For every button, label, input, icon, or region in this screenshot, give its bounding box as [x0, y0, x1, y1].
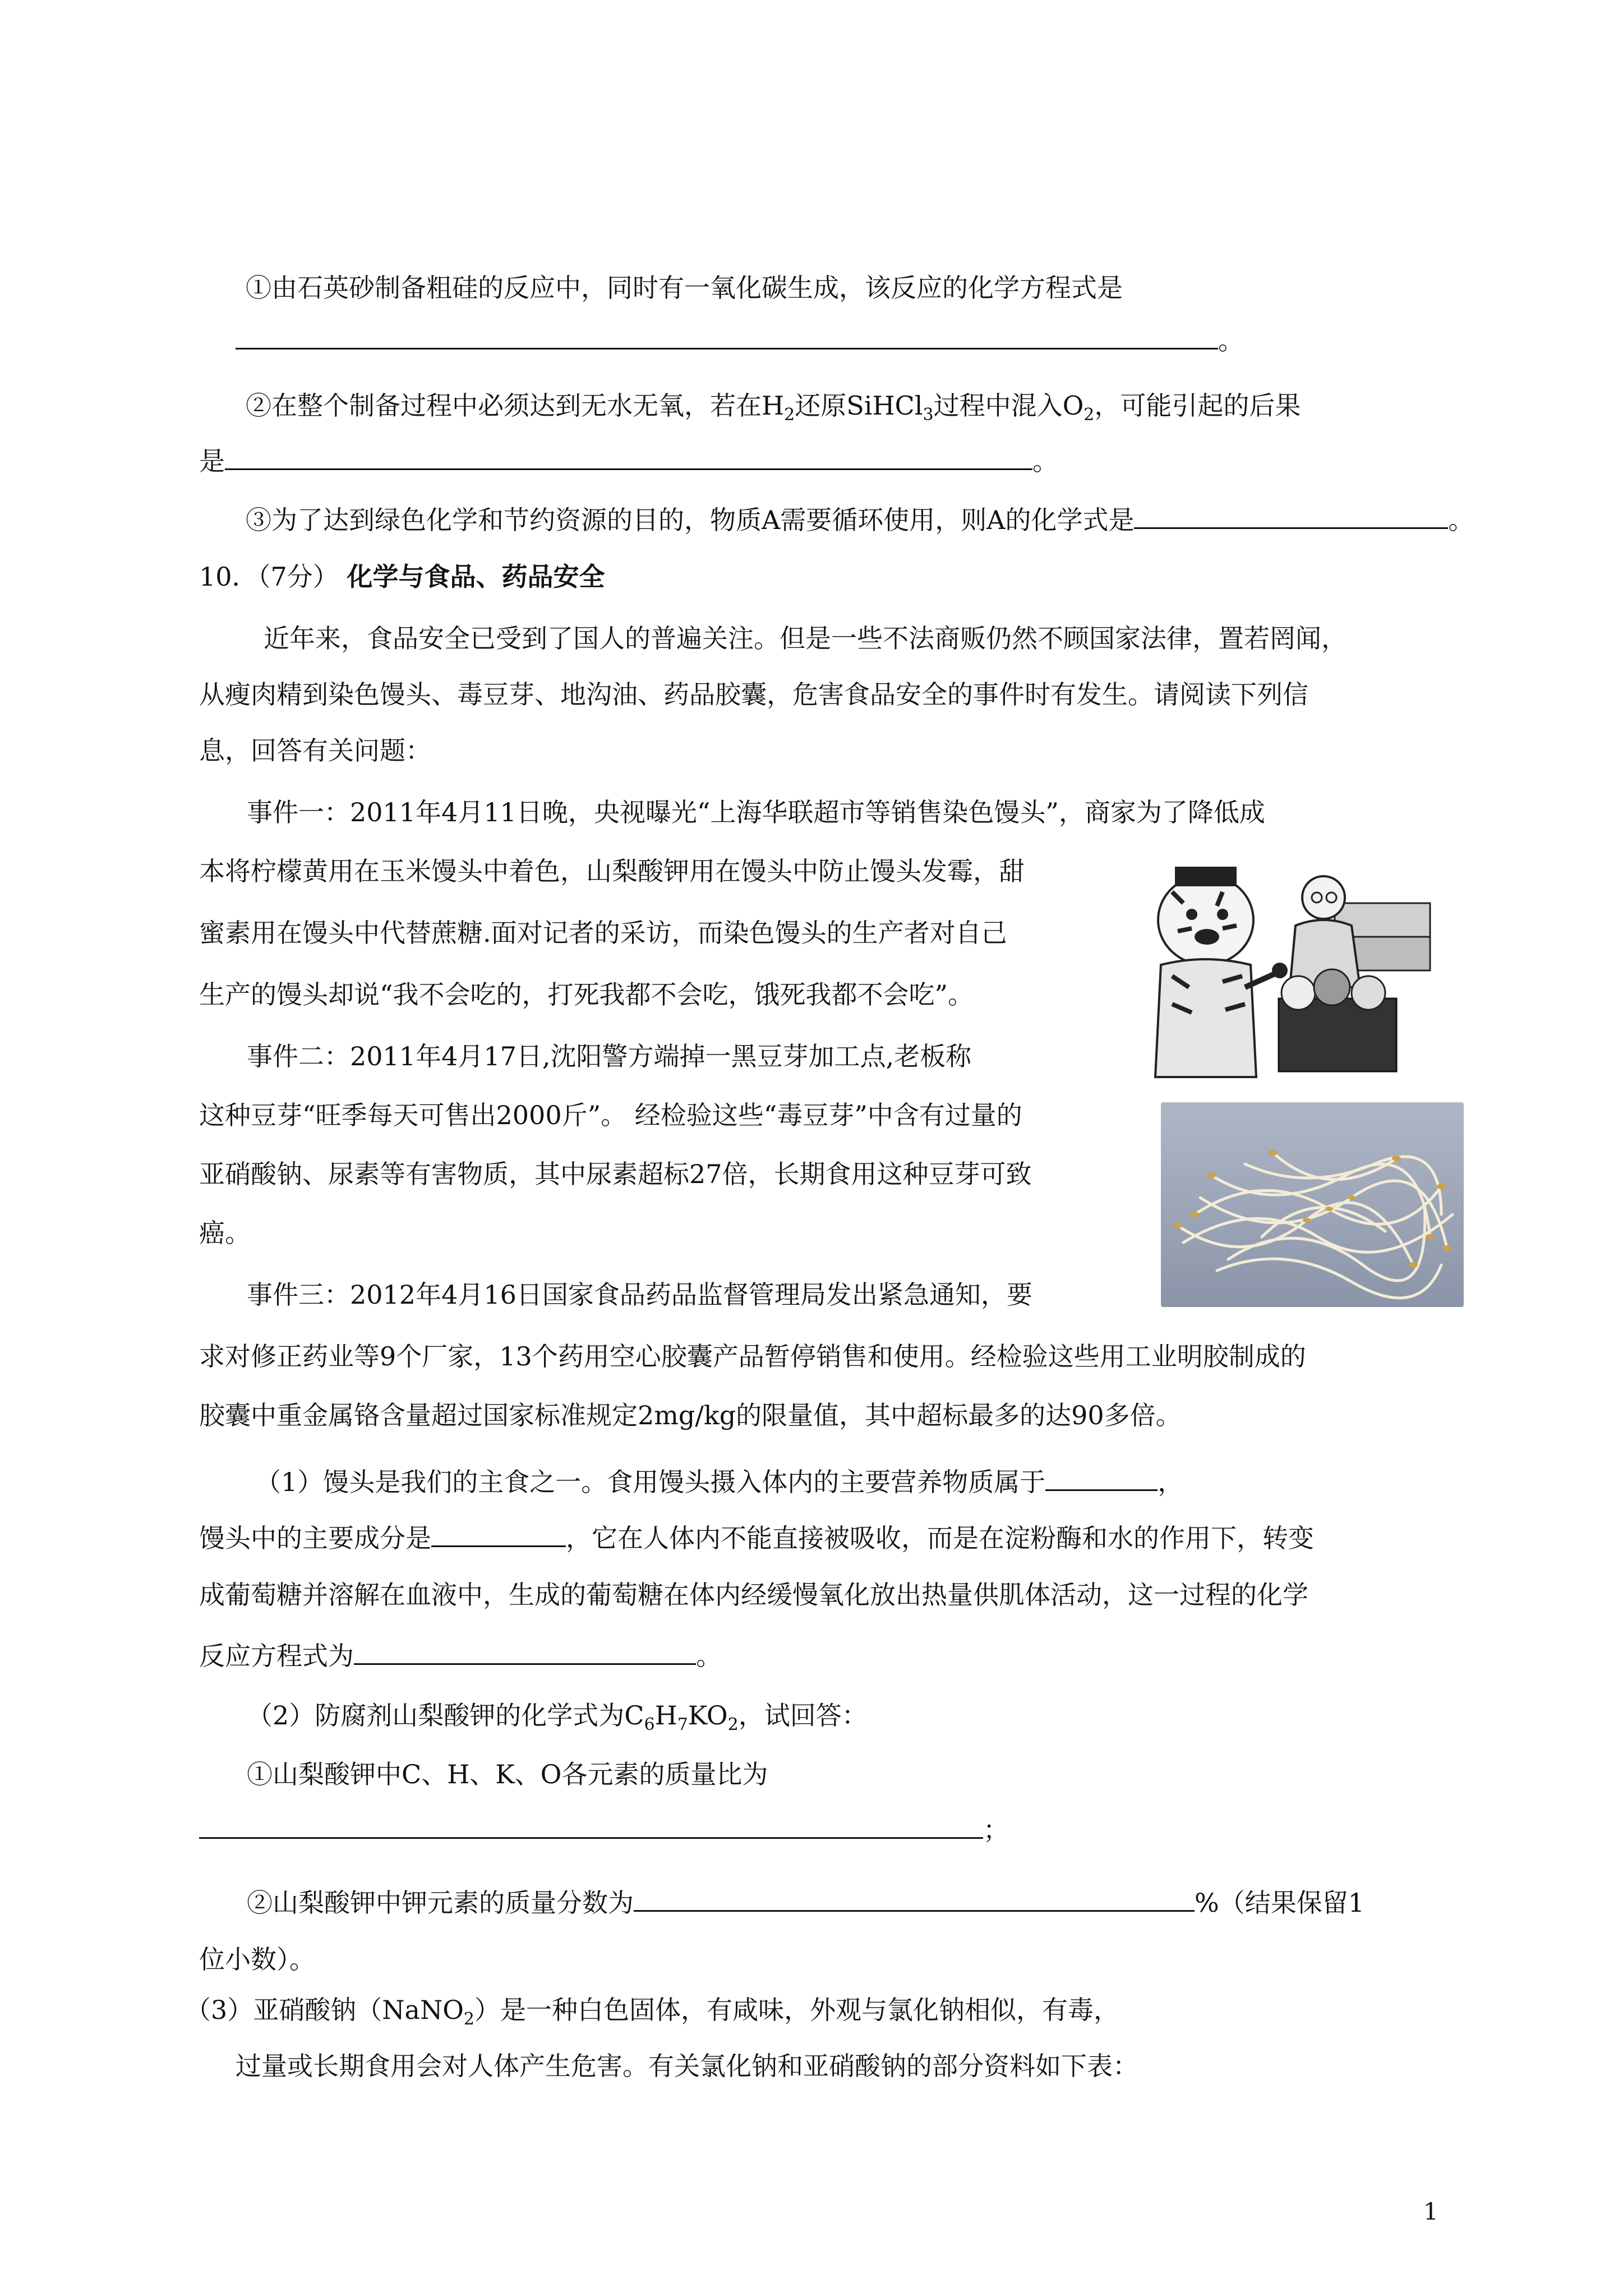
q9-item1: ①由石英砂制备粗硅的反应中，同时有一氧化碳生成，该反应的化学方程式是	[246, 273, 1123, 303]
event3-line2: 求对修正药业等9个厂家，13个药用空心胶囊产品暂停销售和使用。经检验这些用工业明胶制成的	[199, 1341, 1306, 1372]
answer-blank[interactable]	[634, 1888, 1195, 1912]
q9-item2: ②在整个制备过程中必须达到无水无氧，若在$H_2$还原SiHCl$_3$过程中混入$O_2$，可能引起的后果	[246, 390, 1301, 425]
q9-item3: ③为了达到绿色化学和节约资源的目的，物质A需要循环使用，则A的化学式是 。	[246, 505, 1474, 535]
sub3-line1: （3）亚硝酸钠（NaNO$_2$）是一种白色固体，有咸味，外观与氯化钠相似，有毒，	[185, 1995, 1119, 2030]
sub1-line4: 反应方程式为 。	[199, 1641, 722, 1671]
q10-number: 10．（7分）	[199, 562, 339, 592]
sub1-line3: 成葡萄糖并溶解在血液中，生成的葡萄糖在体内经缓慢氧化放出热量供肌体活动，这一过程的化学	[199, 1580, 1308, 1610]
page-number: 1	[1423, 2198, 1438, 2225]
q9-item1-answer-line: 。	[236, 325, 1244, 353]
sub2-q2-line2: 位小数）。	[199, 1944, 315, 1975]
event2-line2: 这种豆芽“旺季每天可售出2000斤”。 经检验这些“毒豆芽”中含有过量的	[199, 1100, 1022, 1130]
q9-item2-line2: 是 。	[199, 446, 1058, 476]
sub1-line2: 馒头中的主要成分是 ，它在人体内不能直接被吸收，而是在淀粉酶和水的作用下，转变	[199, 1523, 1314, 1553]
event2-line4: 癌。	[199, 1218, 251, 1248]
q10-intro-line2: 从瘦肉精到染色馒头、毒豆芽、地沟油、药品胶囊，危害食品安全的事件时有发生。请阅读下列信	[199, 679, 1308, 710]
event2-line3: 亚硝酸钠、尿素等有害物质，其中尿素超标27倍，长期食用这种豆芽可致	[199, 1159, 1032, 1189]
event3-line1: 事件三：2012年4月16日国家食品药品监督管理局发出紧急通知，要	[247, 1280, 1032, 1310]
event2-line1: 事件二：2011年4月17日,沈阳警方端掉一黑豆芽加工点,老板称	[247, 1041, 972, 1071]
answer-blank[interactable]	[431, 1523, 566, 1547]
answer-blank[interactable]	[1045, 1467, 1158, 1491]
sub2-line1: （2）防腐剂山梨酸钾的化学式为$C_6H_7KO_2$，试回答：	[247, 1700, 868, 1735]
sub3-line2: 过量或长期食用会对人体产生危害。有关氯化钠和亚硝酸钠的部分资料如下表：	[236, 2051, 1138, 2081]
answer-blank[interactable]	[199, 1815, 983, 1839]
answer-blank[interactable]	[1134, 505, 1448, 529]
bean-sprouts-photo	[1161, 1102, 1464, 1307]
sub2-q2: ②山梨酸钾中钾元素的质量分数为 %（结果保留1	[247, 1888, 1364, 1918]
answer-blank[interactable]	[354, 1641, 696, 1665]
event1-line1: 事件一：2011年4月11日晚，央视曝光“上海华联超市等销售染色馒头”，商家为了降低成	[247, 797, 1265, 827]
q10-heading	[199, 564, 605, 590]
answer-blank[interactable]	[225, 446, 1032, 470]
event1-line2: 本将柠檬黄用在玉米馒头中着色，山梨酸钾用在馒头中防止馒头发霉，甜	[199, 856, 1025, 886]
event1-line4: 生产的馒头却说“我不会吃的，打死我都不会吃，饿死我都不会吃”。	[199, 979, 974, 1010]
answer-blank[interactable]	[236, 325, 1218, 349]
sub2-q1: ①山梨酸钾中C、H、K、O各元素的质量比为	[247, 1759, 768, 1789]
q10-intro-line3: 息，回答有关问题：	[199, 735, 431, 766]
q10-intro-line1: 近年来，食品安全已受到了国人的普遍关注。但是一些不法商贩仍然不顾国家法律，置若罔闻，	[264, 623, 1347, 654]
event1-line3: 蜜素用在馒头中代替蔗糖.面对记者的采访，而染色馒头的生产者对自己	[199, 918, 1007, 948]
event3-line3: 胶囊中重金属铬含量超过国家标准规定2mg/kg的限量值，其中超标最多的达90多倍。	[199, 1400, 1182, 1430]
q10-title: 化学与食品、药品安全	[347, 562, 605, 592]
sub2-q1-answer-line: ；	[199, 1815, 1009, 1843]
sub1-line1: （1）馒头是我们的主食之一。食用馒头摄入体内的主要营养物质属于 ，	[255, 1467, 1184, 1497]
cartoon-tiger-reporter-image	[1138, 858, 1441, 1083]
